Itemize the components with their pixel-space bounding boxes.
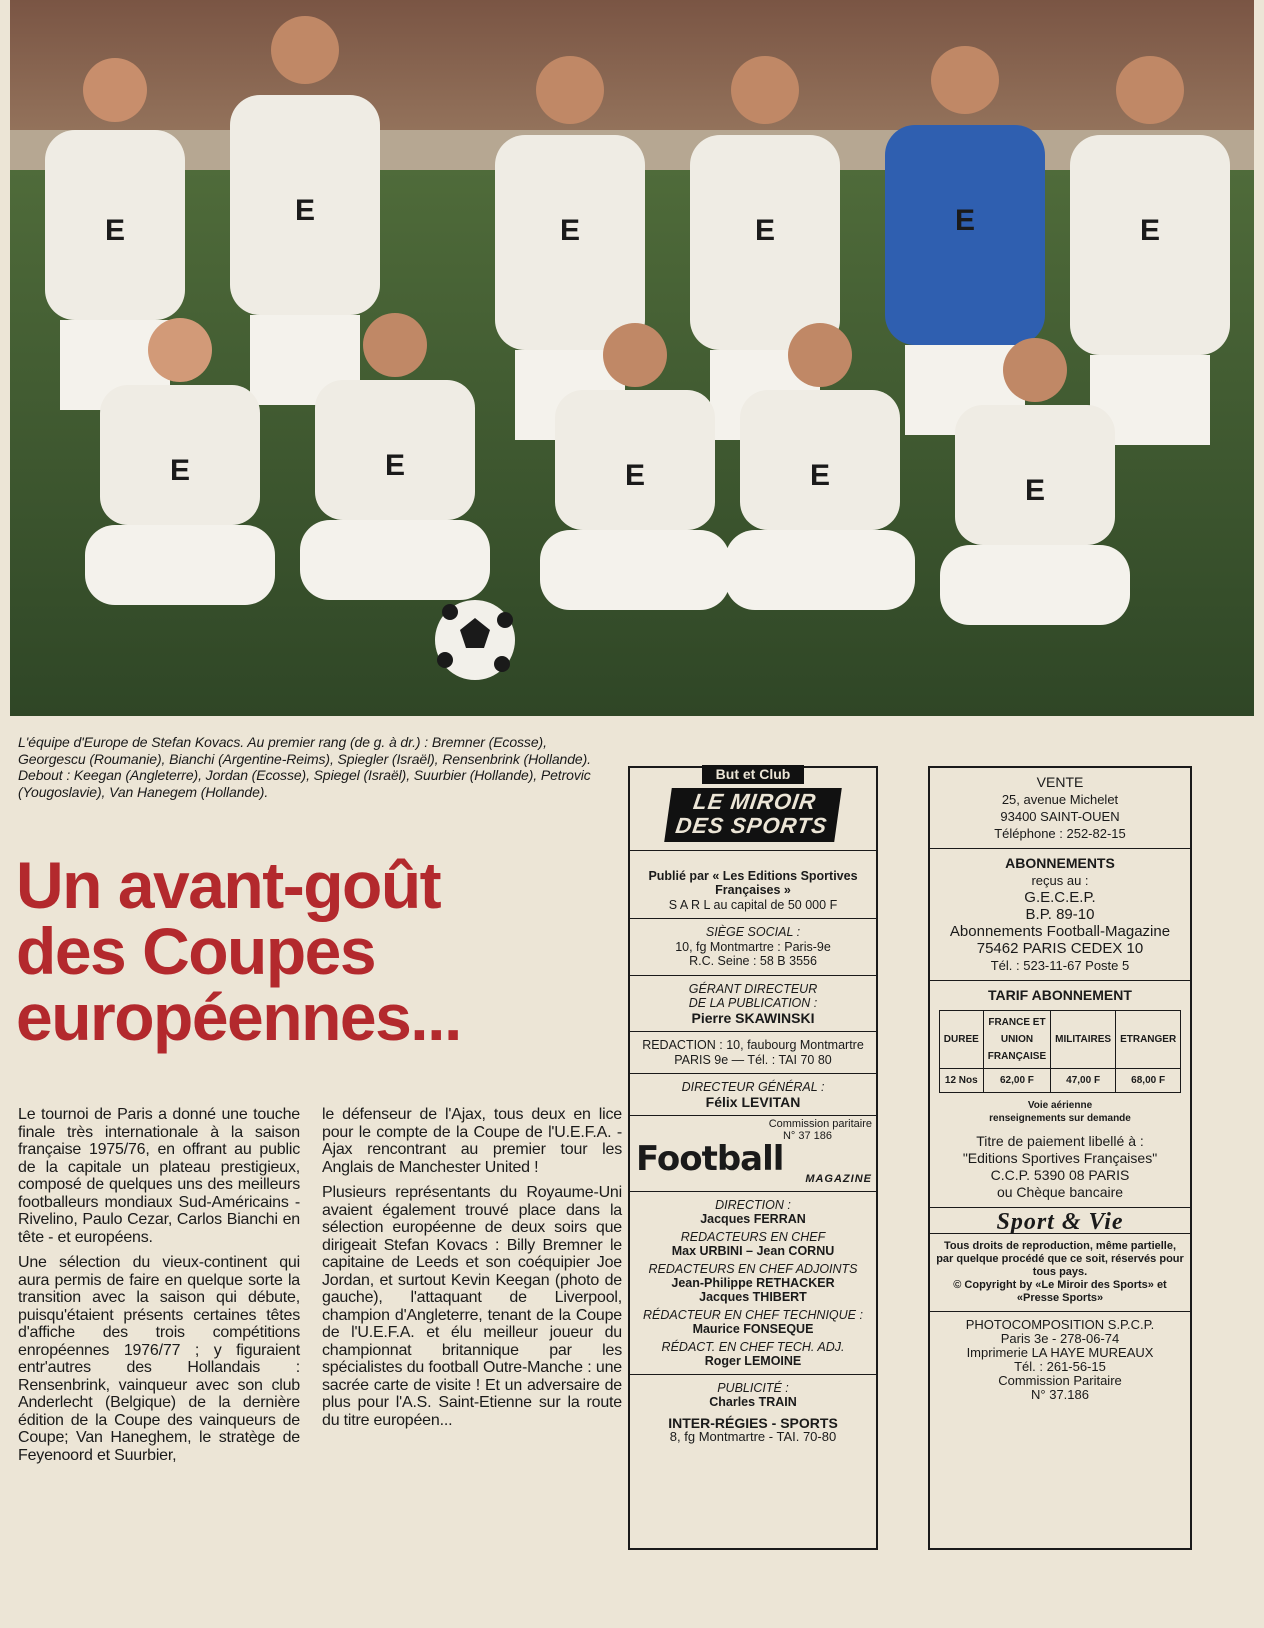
vente-address: 25, avenue Michelet [1001,792,1119,807]
shirt-emblem: E [809,459,831,492]
article-paragraph: Le tournoi de Paris a donné une touche finale très internationale à la saison française 1975/76, en offrant au public de la capitale un plateau prestigieux, composé de quelques uns des meilleurs footballeurs mondiaux Sud-Américains - Rivelino, Paulo Cezar, Carlos Bianchi en tête - et européens. [18,1106,300,1246]
vente-phone: Téléphone : 252-82-15 [994,826,1126,841]
table-cell: 47,00 F [1051,1069,1116,1093]
article-paragraph: le défenseur de l'Ajax, tous deux en lice pour le compte de la Coupe de l'U.E.F.A. - Ajax rencontrant au premier tour les Anglais de Manchester United ! [322,1106,622,1176]
shirt-emblem: E [624,459,646,492]
inter-regies-address: 8, fg Montmartre - TAI. 70-80 [669,1429,837,1444]
staff-cell [630,1192,876,1375]
abonnements-label: ABONNEMENTS [1005,855,1115,871]
shirt-emblem: E [559,214,581,247]
shirt-emblem: E [1024,474,1046,507]
photocomposition-line: Tél. : 261-56-15 [1014,1359,1106,1374]
gerant-label: GÉRANT DIRECTEUR [688,981,818,996]
inter-regies-name: INTER-RÉGIES - SPORTS [668,1414,838,1431]
shirt-emblem: E [384,449,406,482]
droits-cell [930,1234,1190,1312]
rc-names: Max URBINI – Jean CORNU [671,1243,835,1258]
shirt-emblem: E [169,454,191,487]
copyright-text: © Copyright by «Le Miroir des Sports» et «Presse Sports» [953,1279,1167,1304]
headline-line: européennes... [16,980,461,1054]
shirt-emblem: E [104,214,126,247]
siege-cell [630,919,876,976]
rct-label: RÉDACTEUR EN CHEF TECHNIQUE : [643,1307,863,1322]
miroir-des-sports-logo [664,788,842,842]
vente-label: VENTE [1036,774,1084,790]
redaction-address: REDACTION : 10, faubourg Montmartre [642,1038,864,1052]
commission-line: Commission paritaire [768,1118,872,1130]
shirt-emblem: E [294,194,316,227]
droits-text: Tous droits de reproduction, même partielle, par quelque procédé que ce soit, réservés pour tous pays. [936,1240,1184,1278]
photocomposition-line: N° 37.186 [1031,1387,1089,1402]
rc-label: REDACTEURS EN CHEF [680,1229,826,1244]
subscription-box [928,766,1192,1550]
table-row [939,1069,1180,1093]
abonnements-line: Abonnements Football-Magazine [949,923,1171,940]
dg-name: Félix LEVITAN [705,1093,801,1110]
sport-vie-cell [930,1208,1190,1234]
titre-paiement: ou Chèque bancaire [996,1184,1124,1200]
article-paragraph: Plusieurs représentants du Royaume-Uni avaient également trouvé place dans la sélection européenne de deux soirs que dirigeait Stefan Kovacs : Billy Bremner le capitaine de Leeds et son coéquipier Joe Jordan, et surtout Kevin Keegan (photo de gauche), l'attaquant de Liverpool, champion d'Angleterre, tenant de la Coupe de l'U.E.F.A. et élu meilleur joueur du championnat britannique par les spécialistes du football Outre-Manche : une sacrée carte de visite ! Et un adversaire de plus pour l'A.S. Saint-Etienne sur la route du titre européen... [322,1184,622,1429]
football-ball [435,600,515,680]
table-header: ETRANGER [1116,1011,1181,1069]
shirt-emblem: E [1139,214,1161,247]
dg-cell [630,1074,876,1116]
photocomposition-line: Imprimerie LA HAYE MUREAUX [966,1345,1154,1360]
abonnements-line: 75462 PARIS CEDEX 10 [976,940,1144,957]
abonnements-cell [930,849,1190,981]
redaction-phone: PARIS 9e — Tél. : TAI 70 80 [674,1052,832,1067]
team-photo-illustration [10,0,1254,716]
publisher-cell [630,851,876,920]
sport-vie-logo: Sport & Vie [996,1209,1124,1235]
shirt-emblem: E [954,204,976,237]
direction-name: Jacques FERRAN [700,1211,806,1226]
article-paragraph: Une sélection du vieux-continent qui aura permis de faire en quelque sorte la transition avec la saison qui débute, puisqu'étaient présents certaines têtes d'affiche des trois compétitions enropéennes 1976/77 ; y figuraient entr'autres des Hollandais : Rensenbrink, vainqueur avec son club Anderlecht (Belgique) de la dernière édition de la Coupe des vainqueurs de Coupe; Van Haneghem, le stratège de Feyenoord et Suurbier, [18,1254,300,1464]
article-column-2 [322,1106,622,1437]
siege-rc: R.C. Seine : 58 B 3556 [689,954,817,968]
titre-paiement: "Editions Sportives Françaises" [962,1150,1158,1166]
rca-label: REDACTEURS EN CHEF ADJOINTS [648,1261,858,1276]
rca-name: Jacques THIBERT [699,1289,807,1304]
headline-line: des Coupes [16,914,376,988]
team-photo [10,0,1254,716]
publicite-name: Charles TRAIN [709,1395,797,1409]
masthead-box [628,766,878,1550]
table-header: DUREE [939,1011,983,1069]
rct-name: Maurice FONSEQUE [692,1321,814,1336]
rcta-label: RÉDACT. EN CHEF TECH. ADJ. [661,1339,845,1354]
tarif-label: TARIF ABONNEMENT [988,987,1132,1003]
tarif-table [939,1010,1181,1093]
publisher-line: Publié par « Les Editions Sportives Françaises » [648,868,858,897]
publisher-capital: S A R L au capital de 50 000 F [668,897,838,912]
photocomposition-line: Commission Paritaire [998,1373,1122,1388]
gerant-cell [630,976,876,1033]
publicite-cell [630,1375,876,1451]
gerant-name: Pierre SKAWINSKI [691,1009,815,1026]
football-logo-cell [630,1116,876,1192]
gerant-label: DE LA PUBLICATION : [688,996,818,1010]
abonnements-line: Tél. : 523-11-67 Poste 5 [990,958,1130,973]
miroir-logo-line: DES SPORTS [674,812,829,838]
table-header: MILITAIRES [1051,1011,1116,1069]
shirt-emblem: E [754,214,776,247]
commission-number: N° 37 186 [782,1130,832,1142]
direction-label: DIRECTION : [715,1197,791,1212]
abonnements-line: reçus au : [1031,873,1089,888]
article-headline [16,848,626,1054]
publicite-label: PUBLICITÉ : [717,1380,789,1395]
table-cell: 12 Nos [939,1069,983,1093]
titre-paiement: C.C.P. 5390 08 PARIS [990,1167,1130,1183]
miroir-logo-line: LE MIROIR [691,788,818,814]
vente-cell [930,768,1190,849]
football-magazine-logo: Football [636,1139,784,1179]
article-column-1 [18,1106,300,1472]
table-row [939,1011,1180,1069]
photocomposition-cell [930,1312,1190,1408]
table-cell: 68,00 F [1116,1069,1181,1093]
siege-label: SIÈGE SOCIAL : [705,925,801,939]
titre-paiement: Titre de paiement libellé à : [976,1133,1144,1149]
tarif-cell [930,981,1190,1208]
rcta-name: Roger LEMOINE [704,1353,802,1368]
headline-line: Un avant-goût [16,848,441,922]
dg-label: DIRECTEUR GÉNÉRAL : [681,1080,825,1094]
miroir-logo-cell [630,768,876,851]
abonnements-line: B.P. 89-10 [1025,906,1095,923]
table-header: FRANCE ET UNION FRANÇAISE [983,1011,1050,1069]
voie-aerienne: Voie aérienne [1027,1100,1093,1111]
rca-name: Jean-Philippe RETHACKER [671,1275,835,1290]
table-cell: 62,00 F [983,1069,1050,1093]
abonnements-line: G.E.C.E.P. [1024,889,1096,906]
voie-aerienne-info: renseignements sur demande [989,1113,1131,1124]
vente-city: 93400 SAINT-OUEN [1000,809,1120,824]
photo-caption: L'équipe d'Europe de Stefan Kovacs. Au premier rang (de g. à dr.) : Bremner (Ecosse), Georgescu (Roumanie), Bianchi (Argentine-Reims), Spiegler (Israël), Rensenbrink (Hollande). Debout : Keegan (Angleterre), Jordan (Ecosse), Spiegel (Israël), Suurbier (Hollande), Petrovic (Yougoslavie), Van Hanegem (Hollande). [18,734,591,800]
photocomposition-line: Paris 3e - 278-06-74 [1000,1331,1120,1346]
siege-address: 10, fg Montmartre : Paris-9e [675,939,831,954]
redaction-cell [630,1032,876,1074]
photocomposition-line: PHOTOCOMPOSITION S.P.C.P. [965,1317,1155,1332]
football-magazine-subtitle: MAGAZINE [805,1173,872,1185]
but-et-club-logo: But et Club [702,765,805,784]
